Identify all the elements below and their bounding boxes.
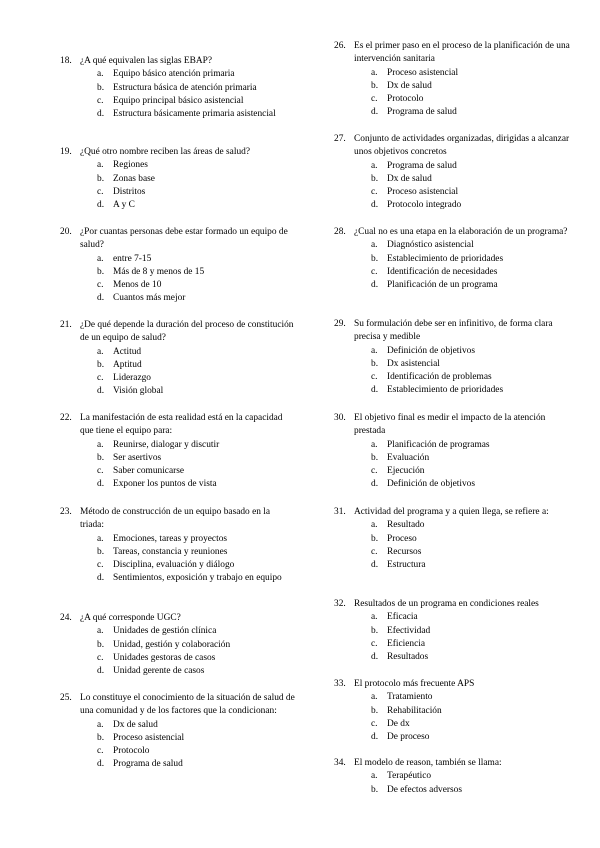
question-32 — [334, 598, 570, 664]
option-letter: a. — [97, 439, 104, 450]
question-number: 27. — [334, 134, 346, 144]
question-number: 28. — [334, 227, 346, 237]
answer-option — [334, 67, 570, 80]
question-number: 19. — [60, 147, 72, 157]
answer-option — [60, 82, 296, 95]
option-text: Unidad gerente de casos — [113, 666, 205, 677]
option-text: Proceso — [387, 533, 417, 544]
answer-option — [334, 784, 570, 797]
option-text: Menos de 10 — [113, 280, 162, 291]
option-text: Proceso asistencial — [113, 732, 185, 743]
question-number: 23. — [60, 507, 72, 517]
option-text: Equipo principal básico asistencial — [113, 95, 244, 106]
option-letter: b. — [371, 533, 379, 544]
question-number: 25. — [60, 693, 72, 703]
option-letter: a. — [97, 533, 104, 544]
answer-option — [334, 625, 570, 638]
answer-option — [334, 718, 570, 731]
answer-option — [60, 385, 296, 398]
option-letter: c. — [371, 94, 378, 105]
option-text: Planificación de programas — [387, 439, 490, 450]
question-number: 32. — [334, 599, 346, 609]
option-letter: c. — [371, 638, 378, 649]
option-letter: d. — [371, 280, 379, 291]
answer-option — [60, 108, 296, 121]
option-text: Disciplina, evaluación y diálogo — [113, 560, 235, 571]
option-text: Exponer los puntos de vista — [113, 479, 217, 490]
question-stem — [60, 226, 296, 253]
option-text: Unidades de gestión clínica — [113, 626, 217, 637]
answer-option — [334, 439, 570, 452]
answer-option — [334, 559, 570, 572]
question-19 — [60, 146, 296, 212]
option-text: Resultado — [387, 520, 425, 531]
option-letter: b. — [371, 358, 379, 369]
answer-option — [334, 160, 570, 173]
answer-option — [60, 452, 296, 465]
option-letter: b. — [97, 359, 105, 370]
option-text: Definición de objetivos — [387, 345, 476, 356]
question-31 — [334, 506, 570, 572]
option-letter: c. — [371, 546, 378, 557]
answer-option — [60, 266, 296, 279]
option-letter: a. — [371, 612, 378, 623]
option-letter: c. — [371, 718, 378, 729]
option-text: Diagnóstico asistencial — [387, 240, 474, 251]
question-stem — [334, 412, 570, 439]
option-letter: d. — [371, 385, 379, 396]
question-20 — [60, 226, 296, 306]
answer-option — [60, 652, 296, 665]
question-text: ¿A qué equivalen las siglas EBAP? — [80, 56, 213, 66]
option-text: Regiones — [113, 160, 148, 171]
question-number: 30. — [334, 413, 346, 423]
option-letter: b. — [371, 705, 379, 716]
answer-option — [60, 95, 296, 108]
question-number: 33. — [334, 679, 346, 689]
option-text: Actitud — [113, 346, 142, 357]
question-33 — [334, 678, 570, 744]
option-letter: c. — [371, 266, 378, 277]
option-letter: c. — [97, 466, 104, 477]
option-letter: a. — [371, 240, 378, 251]
question-stem — [334, 318, 570, 345]
option-text: Sentimientos, exposición y trabajo en equipo — [113, 573, 282, 584]
answer-option — [334, 93, 570, 106]
option-text: Planificación de un programa — [387, 280, 498, 291]
option-text: Liderazgo — [113, 373, 151, 384]
question-22 — [60, 412, 296, 492]
question-23 — [60, 506, 296, 586]
option-text: Establecimiento de prioridades — [387, 253, 504, 264]
answer-option — [334, 266, 570, 279]
question-21 — [60, 319, 296, 399]
option-letter: b. — [97, 266, 105, 277]
question-25 — [60, 692, 296, 772]
answer-option — [334, 611, 570, 624]
answer-option — [60, 439, 296, 452]
answer-option — [334, 533, 570, 546]
option-letter: b. — [371, 173, 379, 184]
option-text: Resultados — [387, 652, 429, 663]
answer-option — [334, 546, 570, 559]
option-text: Unidades gestoras de casos — [113, 652, 216, 663]
answer-option — [60, 359, 296, 372]
option-letter: d. — [97, 109, 105, 120]
option-letter: d. — [97, 386, 105, 397]
option-letter: b. — [97, 732, 105, 743]
question-stem — [334, 226, 570, 239]
option-letter: c. — [371, 466, 378, 477]
question-number: 29. — [334, 319, 346, 329]
option-text: Recursos — [387, 546, 422, 557]
option-letter: b. — [371, 784, 379, 795]
option-text: Efectividad — [387, 625, 431, 636]
option-text: Estructura — [387, 560, 426, 571]
answer-option — [60, 572, 296, 585]
answer-option — [334, 770, 570, 783]
option-letter: a. — [371, 67, 378, 78]
option-text: Identificación de problemas — [387, 372, 492, 383]
question-text: ¿De qué depende la duración del proceso de constitución de un equipo de salud? — [80, 320, 294, 344]
question-text: Su formulación debe ser en infinitivo, de forma clara precisa y medible — [354, 319, 553, 343]
question-text: ¿Por cuantas personas debe estar formado un equipo de salud? — [80, 227, 288, 251]
option-text: Dx de salud — [387, 80, 432, 91]
question-stem — [60, 319, 296, 346]
answer-option — [334, 358, 570, 371]
answer-option — [60, 745, 296, 758]
option-text: Ser asertivos — [113, 452, 162, 463]
option-letter: c. — [97, 186, 104, 197]
option-text: Tratamiento — [387, 692, 433, 703]
option-letter: d. — [97, 293, 105, 304]
answer-option — [60, 465, 296, 478]
question-stem — [60, 55, 296, 68]
answer-option — [334, 384, 570, 397]
option-letter: b. — [97, 546, 105, 557]
option-letter: d. — [371, 732, 379, 743]
question-stem — [334, 757, 570, 770]
answer-option — [334, 731, 570, 744]
option-letter: a. — [371, 160, 378, 171]
option-text: Estructura básica de atención primaria — [113, 82, 257, 93]
question-stem — [60, 146, 296, 159]
question-27 — [334, 133, 570, 213]
option-letter: d. — [97, 479, 105, 490]
option-text: Ejecución — [387, 466, 425, 477]
option-letter: c. — [97, 95, 104, 106]
answer-option — [334, 705, 570, 718]
question-30 — [334, 412, 570, 492]
option-letter: a. — [371, 439, 378, 450]
question-stem — [60, 612, 296, 625]
question-number: 18. — [60, 56, 72, 66]
option-text: Proceso asistencial — [387, 187, 459, 198]
option-text: Zonas base — [113, 173, 155, 184]
question-29 — [334, 318, 570, 398]
option-letter: d. — [371, 107, 379, 118]
option-letter: c. — [97, 746, 104, 757]
option-letter: a. — [371, 520, 378, 531]
question-number: 20. — [60, 227, 72, 237]
answer-option — [334, 199, 570, 212]
question-34 — [334, 757, 570, 797]
question-number: 22. — [60, 413, 72, 423]
option-text: Establecimiento de prioridades — [387, 385, 504, 396]
option-text: Programa de salud — [113, 759, 183, 770]
answer-option — [60, 199, 296, 212]
option-text: Estructura básicamente primaria asistencial — [113, 109, 276, 120]
answer-option — [60, 719, 296, 732]
answer-option — [334, 651, 570, 664]
answer-option — [60, 559, 296, 572]
option-text: Evaluación — [387, 452, 430, 463]
option-letter: a. — [371, 771, 378, 782]
question-stem — [334, 133, 570, 160]
option-text: Dx asistencial — [387, 358, 440, 369]
question-28 — [334, 226, 570, 292]
question-text: Método de construcción de un equipo basado en la triada: — [80, 507, 271, 531]
question-24 — [60, 612, 296, 678]
answer-option — [334, 186, 570, 199]
option-letter: b. — [371, 452, 379, 463]
option-letter: a. — [97, 160, 104, 171]
option-text: Equipo básico atención primaria — [113, 69, 235, 80]
option-text: Eficiencia — [387, 638, 425, 649]
answer-option — [334, 345, 570, 358]
question-text: Es el primer paso en el proceso de la planificación de una intervención sanitaria — [354, 41, 570, 65]
question-text: La manifestación de esta realidad está en la capacidad que tiene el equipo para: — [80, 413, 283, 437]
option-letter: b. — [97, 82, 105, 93]
option-letter: d. — [97, 573, 105, 584]
answer-option — [334, 80, 570, 93]
answer-option — [334, 452, 570, 465]
option-text: Distritos — [113, 186, 146, 197]
answer-option — [60, 279, 296, 292]
question-stem — [334, 40, 570, 67]
option-letter: c. — [97, 560, 104, 571]
answer-option — [60, 625, 296, 638]
answer-option — [60, 173, 296, 186]
answer-option — [334, 371, 570, 384]
answer-option — [334, 106, 570, 119]
question-text: Resultados de un programa en condiciones reales — [354, 599, 539, 609]
option-letter: b. — [371, 80, 379, 91]
option-letter: d. — [371, 652, 379, 663]
option-text: Emociones, tareas y proyectos — [113, 533, 228, 544]
question-number: 26. — [334, 41, 346, 51]
question-stem — [60, 506, 296, 533]
option-letter: d. — [97, 200, 105, 211]
option-letter: d. — [371, 479, 379, 490]
option-text: Dx de salud — [113, 719, 158, 730]
option-letter: b. — [97, 452, 105, 463]
option-text: Identificación de necesidades — [387, 266, 498, 277]
answer-option — [60, 186, 296, 199]
option-letter: b. — [371, 253, 379, 264]
option-letter: d. — [97, 666, 105, 677]
option-text: Aptitud — [113, 359, 142, 370]
option-text: Visión global — [113, 386, 164, 397]
question-number: 21. — [60, 320, 72, 330]
option-text: Programa de salud — [387, 160, 457, 171]
answer-option — [60, 546, 296, 559]
question-text: El modelo de reason, también se llama: — [354, 758, 502, 768]
question-text: Actividad del programa y a quien llega, se refiere a: — [354, 507, 549, 517]
option-text: Dx de salud — [387, 173, 432, 184]
option-text: Terapéutico — [387, 771, 432, 782]
question-number: 31. — [334, 507, 346, 517]
option-text: Más de 8 y menos de 15 — [113, 266, 205, 277]
option-text: Protocolo integrado — [387, 200, 462, 211]
question-text: Lo constituye el conocimiento de la situación de salud de una comunidad y de los factores que la condicionan: — [80, 693, 295, 717]
answer-option — [334, 253, 570, 266]
answer-option — [60, 346, 296, 359]
option-letter: d. — [97, 759, 105, 770]
answer-option — [60, 159, 296, 172]
option-letter: a. — [97, 346, 104, 357]
option-letter: a. — [97, 626, 104, 637]
answer-option — [60, 68, 296, 81]
option-letter: c. — [97, 652, 104, 663]
question-number: 24. — [60, 613, 72, 623]
option-text: A y C — [113, 200, 135, 211]
option-letter: a. — [97, 69, 104, 80]
option-letter: c. — [97, 280, 104, 291]
answer-option — [60, 732, 296, 745]
answer-option — [334, 465, 570, 478]
question-stem — [60, 412, 296, 439]
question-18 — [60, 55, 296, 121]
answer-option — [60, 665, 296, 678]
option-letter: c. — [97, 373, 104, 384]
answer-option — [334, 478, 570, 491]
option-text: De efectos adversos — [387, 784, 462, 795]
option-letter: b. — [97, 173, 105, 184]
answer-option — [60, 533, 296, 546]
option-text: De proceso — [387, 732, 430, 743]
question-number: 34. — [334, 758, 346, 768]
option-letter: a. — [97, 253, 104, 264]
option-text: Protocolo — [387, 94, 424, 105]
option-letter: a. — [97, 719, 104, 730]
question-text: El protocolo más frecuente APS — [354, 679, 475, 689]
option-text: entre 7-15 — [113, 253, 152, 264]
option-text: Cuantos más mejor — [113, 293, 186, 304]
question-stem — [334, 506, 570, 519]
option-letter: c. — [371, 372, 378, 383]
question-stem — [334, 598, 570, 611]
option-text: Unidad, gestión y colaboración — [113, 639, 231, 650]
option-text: Saber comunicarse — [113, 466, 185, 477]
option-letter: a. — [371, 345, 378, 356]
option-letter: a. — [371, 692, 378, 703]
question-text: El objetivo final es medir el impacto de la atención prestada — [354, 413, 546, 437]
option-letter: c. — [371, 187, 378, 198]
question-26 — [334, 40, 570, 120]
option-text: Eficacia — [387, 612, 418, 623]
answer-option — [334, 519, 570, 532]
question-stem — [60, 692, 296, 719]
option-letter: b. — [371, 625, 379, 636]
question-text: ¿Cual no es una etapa en la elaboración de un programa? — [354, 227, 568, 237]
option-letter: b. — [97, 639, 105, 650]
option-text: Protocolo — [113, 746, 150, 757]
option-text: Reunirse, dialogar y discutir — [113, 439, 220, 450]
option-letter: d. — [371, 200, 379, 211]
question-text: Conjunto de actividades organizadas, dirigidas a alcanzar unos objetivos concretos — [354, 134, 570, 158]
option-text: Tareas, constancia y reuniones — [113, 546, 228, 557]
option-letter: d. — [371, 560, 379, 571]
question-text: ¿Qué otro nombre reciben las áreas de salud? — [80, 147, 250, 157]
answer-option — [60, 372, 296, 385]
question-stem — [334, 678, 570, 691]
answer-option — [334, 691, 570, 704]
option-text: Programa de salud — [387, 107, 457, 118]
answer-option — [60, 478, 296, 491]
question-text: ¿A qué corresponde UGC? — [80, 613, 181, 623]
option-text: Rehabilitación — [387, 705, 442, 716]
option-text: Proceso asistencial — [387, 67, 459, 78]
answer-option — [334, 638, 570, 651]
answer-option — [60, 639, 296, 652]
option-text: Definición de objetivos — [387, 479, 476, 490]
answer-option — [60, 253, 296, 266]
answer-option — [334, 173, 570, 186]
option-text: De dx — [387, 718, 410, 729]
answer-option — [60, 292, 296, 305]
answer-option — [334, 239, 570, 252]
answer-option — [334, 279, 570, 292]
answer-option — [60, 758, 296, 771]
